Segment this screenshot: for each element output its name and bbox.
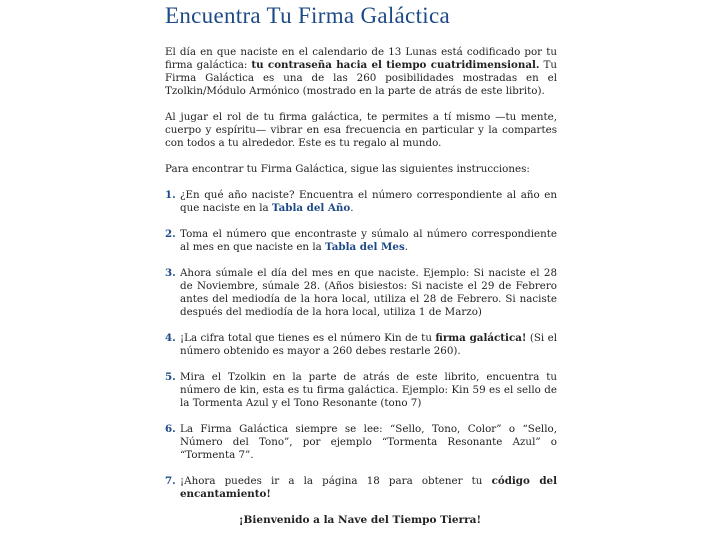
page-title: Encuentra Tu Firma Galáctica [165, 3, 450, 28]
step-number: 5. [165, 371, 176, 383]
month-table-link[interactable]: Tabla del Mes [325, 241, 405, 253]
step-text [180, 332, 557, 358]
step-7 [165, 475, 557, 501]
step-number: 1. [165, 189, 176, 201]
intro-paragraph-1 [165, 46, 557, 98]
intro-text: Tu Firma Galáctica es una de las 260 posibilidades mostradas en el Tzolkin/Módulo Armónico (mostrado en la parte de atrás de este librito). [165, 59, 557, 97]
year-table-link[interactable]: Tabla del Año [271, 202, 351, 214]
step-text-part: ¡La cifra total que tienes es el número Kin de tu [180, 332, 436, 344]
step-2 [165, 228, 557, 254]
intro-paragraph-2: Al jugar el rol de tu firma galáctica, te permites a tí mismo —tu mente, cuerpo y espíritu— vibrar en esa frecuencia en particular y la compartes con todos a tu alrededor. Este es tu regalo al mundo. [165, 111, 557, 149]
step-text [180, 228, 557, 254]
step-number: 2. [165, 228, 176, 240]
step-text-part: . [350, 202, 354, 214]
welcome-message: ¡Bienvenido a la Nave del Tiempo Tierra! [238, 514, 482, 526]
step-text-part: (Si el número obtenido es mayor a 260 debes restarle 260). [180, 332, 558, 357]
step-text: Ahora súmale el día del mes en que naciste. Ejemplo: Si naciste el 28 de Noviembre, súmale 28. (Años bisiestos: Si naciste el 29 de Febrero antes del mediodía de la hora local, utiliza el 28 de Febrero. Si naciste después del mediodía de la hora local, utiliza 1 de Marzo) [180, 267, 557, 318]
step-number: 6. [165, 423, 176, 435]
step-emphasis: código del encantamiento! [180, 475, 557, 500]
step-text [180, 475, 557, 501]
step-3 [165, 267, 557, 319]
step-text: La Firma Galáctica siempre se lee: “Sello, Tono, Color” o “Sello, Número del Tono”, por ejemplo “Tormenta Resonante Azul” o “Tormenta 7”. [180, 423, 557, 461]
step-5 [165, 371, 557, 410]
step-text-part: ¡Ahora puedes ir a la página 18 para obtener tu [180, 475, 492, 487]
intro-text: El día en que naciste en el calendario de 13 Lunas está codificado por tu firma galáctica: [165, 46, 557, 71]
step-text-part: . [404, 241, 409, 253]
step-number: 4. [165, 332, 176, 344]
intro-paragraph-3: Para encontrar tu Firma Galáctica, sigue las siguientes instrucciones: [165, 163, 530, 175]
step-text-part: ¿En qué año naciste? Encuentra el número correspondiente al año en que naciste en la [180, 189, 557, 214]
step-number: 3. [165, 267, 176, 279]
step-4 [165, 332, 557, 358]
step-text [180, 189, 557, 215]
step-emphasis: firma galáctica! [435, 332, 527, 344]
step-number: 7. [165, 475, 176, 487]
intro-emphasis: tu contraseña hacia el tiempo cuatridimensional. [251, 59, 540, 71]
step-text: Mira el Tzolkin en la parte de atrás de este librito, encuentra tu número de kin, esta es tu firma galáctica. Ejemplo: Kin 59 es el sello de la Tormenta Azul y el Tono Resonante (tono 7) [180, 371, 557, 409]
step-6 [165, 423, 557, 462]
step-text-part: Toma el número que encontraste y súmalo al número correspondiente al mes en que naciste en la [180, 228, 557, 253]
step-1 [165, 189, 557, 215]
body-text [165, 46, 557, 501]
